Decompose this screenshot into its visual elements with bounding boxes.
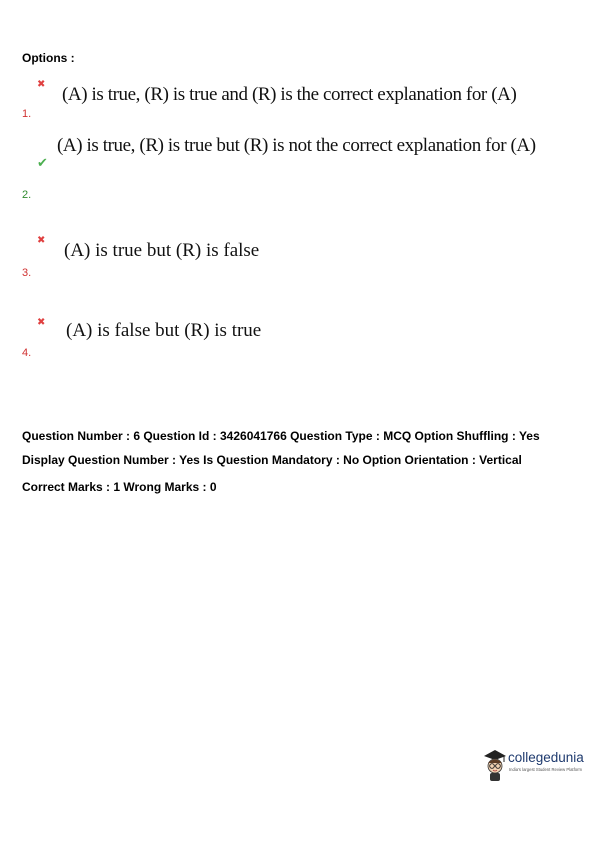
option-3-text: (A) is true but (R) is false [64,240,260,261]
correct-check-icon: ✔ [37,155,48,170]
logo-brand-name: collegedunia [508,750,584,765]
option-3-number: 3. [22,267,32,279]
option-4-number: 4. [22,347,32,359]
option-4-text: (A) is false but (R) is true [66,320,262,341]
option-2-text: (A) is true, (R) is true but (R) is not the correct explanation for (A) [57,135,536,156]
student-mascot-icon [482,748,508,782]
option-2-number: 2. [22,189,32,201]
option-1-text: (A) is true, (R) is true and (R) is the correct explanation for (A) [62,84,517,105]
wrong-icon: ✖ [37,79,46,90]
collegedunia-logo [482,748,592,782]
question-meta-line-3: Correct Marks : 1 Wrong Marks : 0 [22,480,217,494]
question-meta-line-2: Display Question Number : Yes Is Question Mandatory : No Option Orientation : Vertical [22,453,522,467]
options-heading: Options : [22,51,75,65]
logo-tagline: India's largest Student Review Platform [509,767,582,772]
option-1-number: 1. [22,108,32,120]
wrong-icon: ✖ [37,317,46,328]
wrong-icon: ✖ [37,235,46,246]
question-meta-line-1: Question Number : 6 Question Id : 3426041766 Question Type : MCQ Option Shuffling : Yes [22,429,540,443]
